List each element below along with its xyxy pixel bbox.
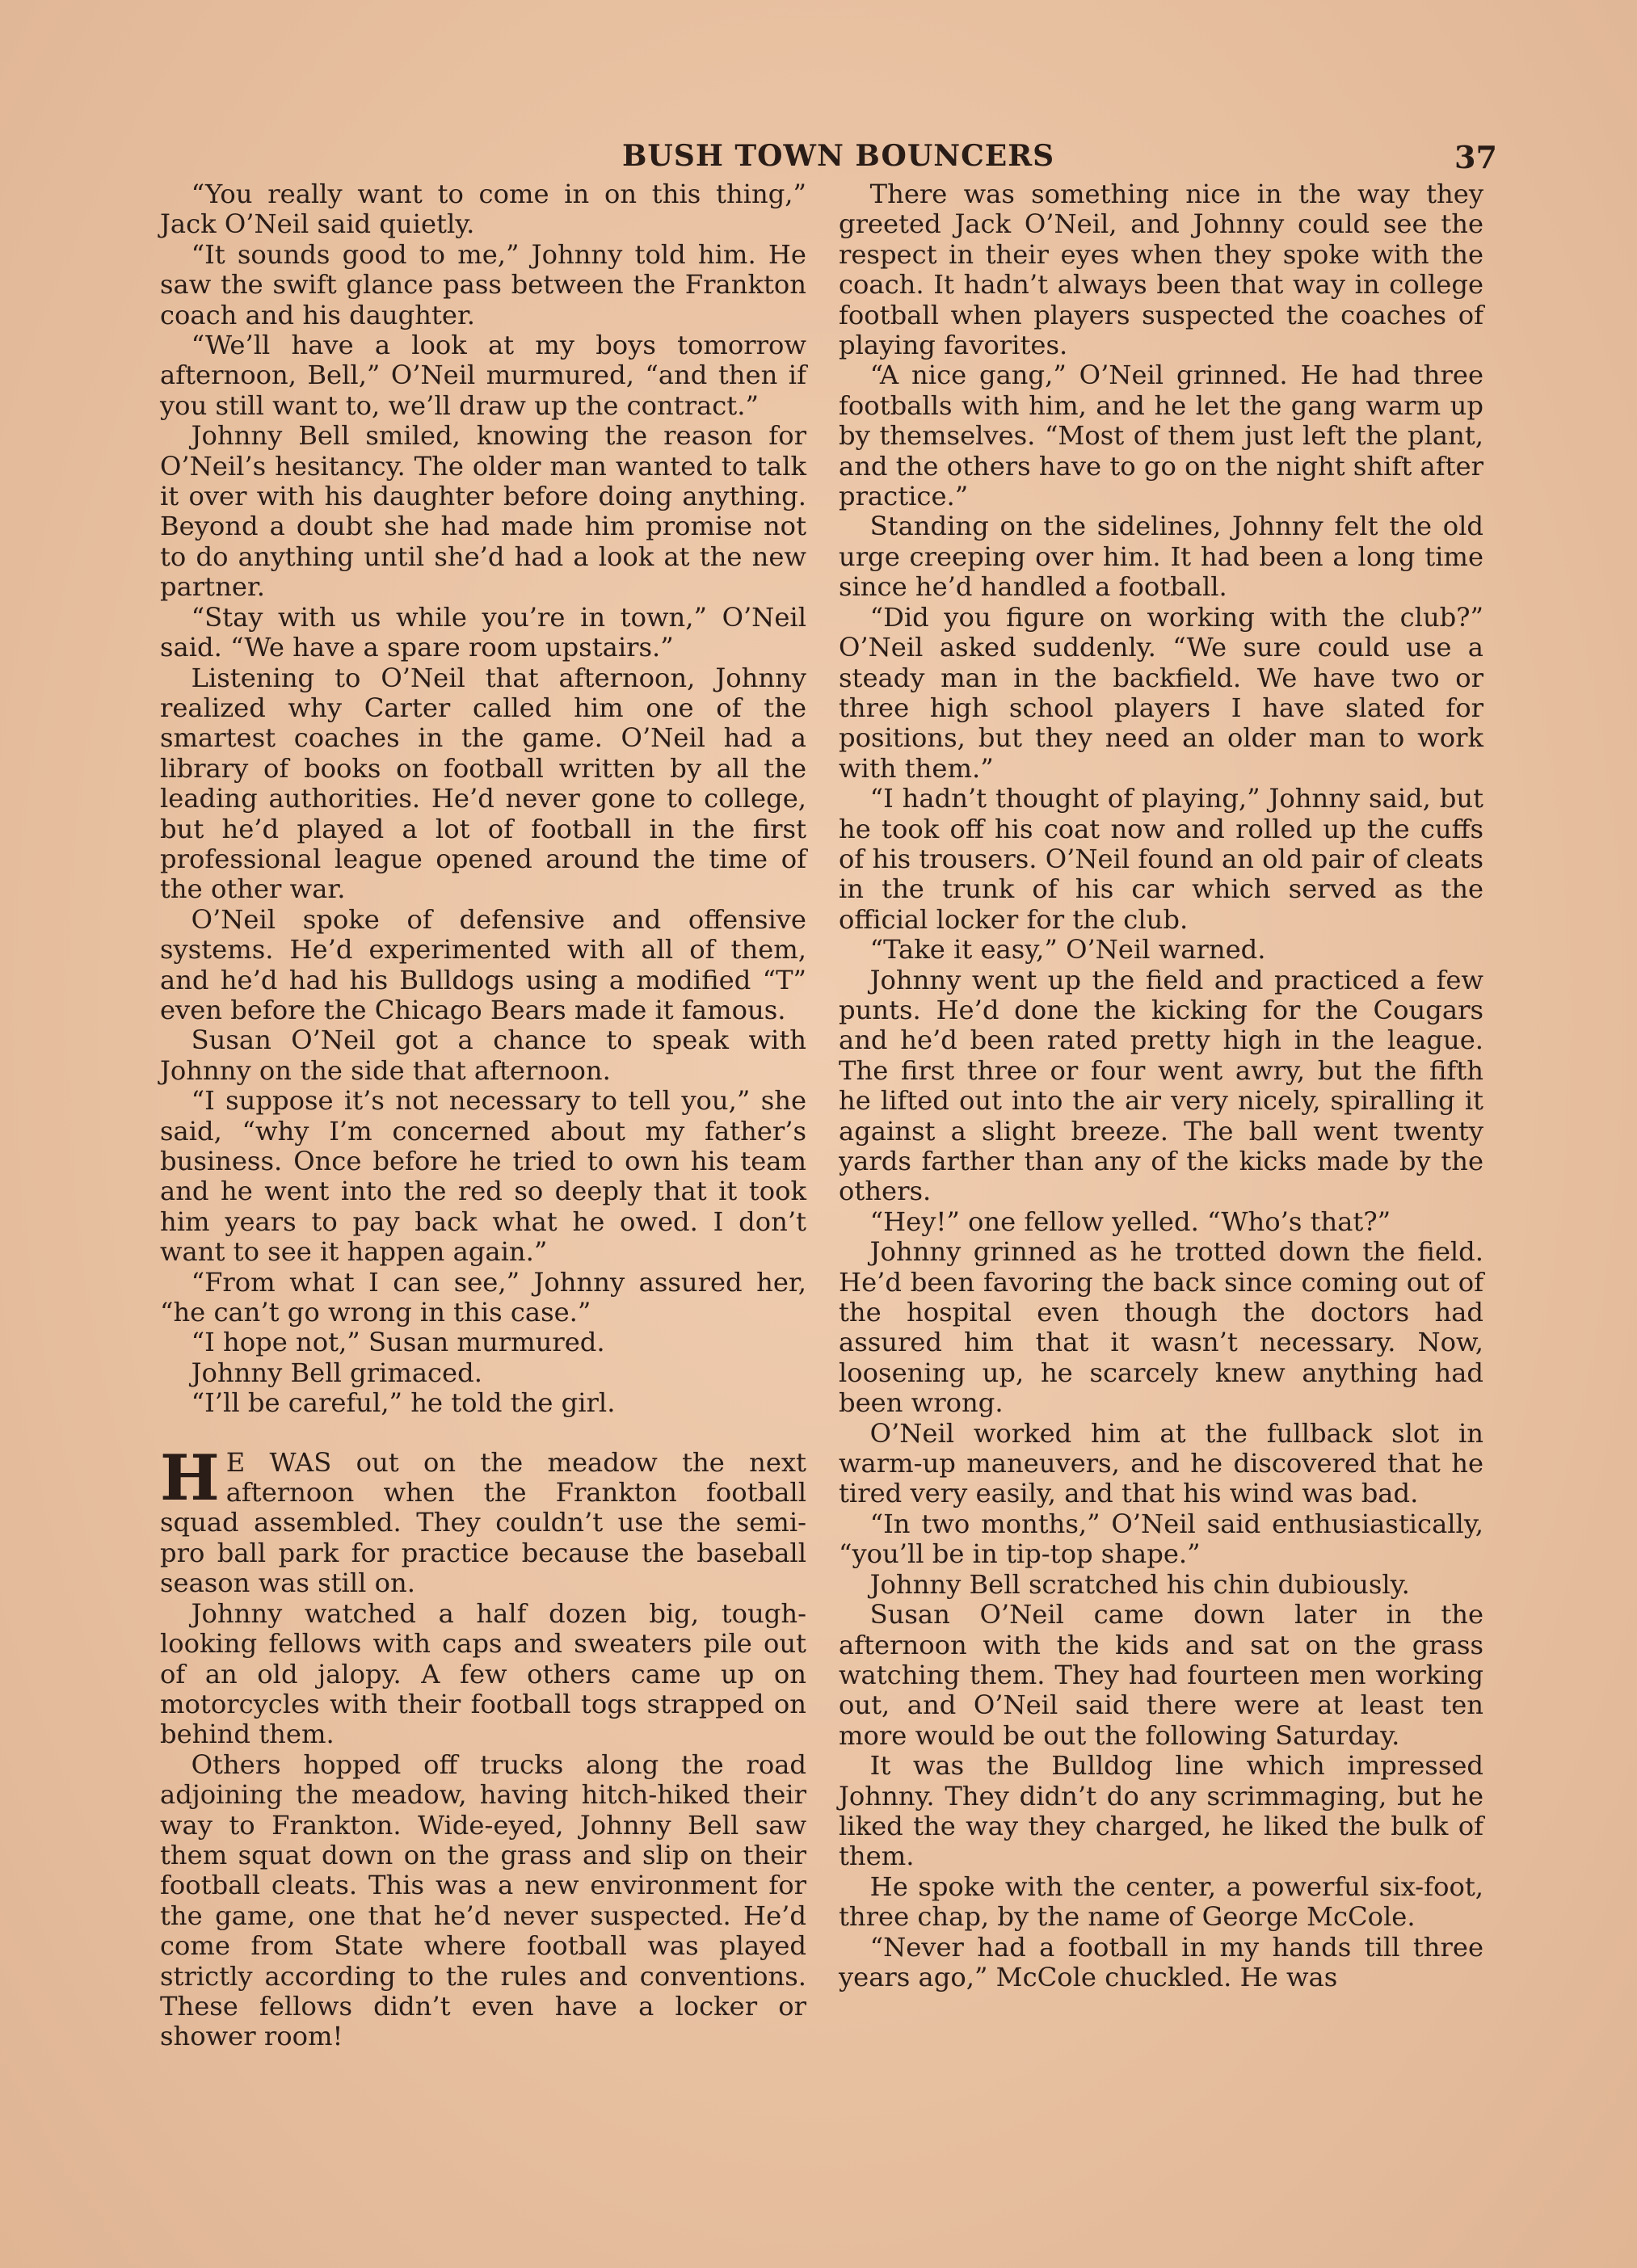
running-title: BUSH TOWN BOUNCERS [622,139,1055,173]
paragraph: Johnny went up the field and practiced a few punts. He’d done the kicking for the Cougars and he’d been rated pretty high in the league. The first three or four went awry, but the fifth he lifted out into the air very nicely, spiralling it against a slight breeze. The ball went twenty yards farther than any of the kicks made by the others. [839,964,1483,1207]
paragraph: “Never had a football in my hands till three years ago,” McCole chuckled. He was [839,1931,1483,1992]
drop-cap: H [160,1441,220,1515]
dropcap-paragraph [160,1441,806,1599]
paragraph: Others hopped off trucks along the road adjoining the meadow, having hitch-hiked their way to Frankton. Wide-eyed, Johnny Bell saw them squat down on the grass and slip on their football cleats. This was a new environment for the game, one that he’d never suspected. He’d come from State where football was played strictly according to the rules and conventions. These fellows didn’t even have a locker or shower room! [160,1748,806,2052]
paragraph: O’Neil worked him at the fullback slot in warm-up maneuvers, and he discovered that he tired very easily, and that his wind was bad. [839,1417,1483,1509]
paragraph: “It sounds good to me,” Johnny told him. He saw the swift glance pass between the Frankton coach and his daughter. [160,238,806,330]
paragraph: Susan O’Neil got a chance to speak with Johnny on the side that afternoon. [160,1025,806,1086]
paragraph: “Hey!” one fellow yelled. “Who’s that?” [869,1206,1391,1237]
paragraph: Susan O’Neil came down later in the afternoon with the kids and sat on the grass watching them. They had fourteen men working out, and O’Neil said there were at least ten more would be out the following Saturday. [839,1599,1483,1751]
paragraph: “You really want to come in on this thing,” Jack O’Neil said quietly. [160,179,806,240]
paragraph: “I suppose it’s not necessary to tell you,” she said, “why I’m concerned about my father’s business. Once before he tried to own his team and he went into the red so deeply that it took him years to pay back what he owed. I don’t want to see it happen again.” [160,1085,806,1268]
paragraph: “Take it easy,” O’Neil warned. [869,934,1266,966]
paragraph: “A nice gang,” O’Neil grinned. He had three footballs with him, and he let the gang warm up by themselves. “Most of them just left the plant, and the others have to go on the night shift after practice.” [839,360,1483,512]
dropcap-paragraph-text: E WAS out on the meadow the next afternoon when the Frankton football squad assembled. They couldn’t use the semi-pro ball park for practice because the baseball season was still on. [160,1446,806,1599]
paragraph: There was something nice in the way they greeted Jack O’Neil, and Johnny could see the respect in their eyes when they spoke with the coach. It hadn’t always been that way in college football when players suspected the coaches of playing favorites. [839,179,1483,361]
paragraph: Johnny Bell scratched his chin dubiously. [869,1568,1410,1600]
paragraph: “We’ll have a look at my boys tomorrow afternoon, Bell,” O’Neil murmured, “and then if you still want to, we’ll draw up the contract.” [160,330,806,421]
section-break [160,1419,806,1448]
right-column [839,179,1483,1992]
page-number: 37 [1454,139,1497,175]
paragraph: “I’ll be careful,” he told the girl. [191,1387,616,1419]
paragraph: O’Neil spoke of defensive and offensive systems. He’d experimented with all of them, and he’d had his Bulldogs using a modified “T” even before the Chicago Bears made it famous. [160,903,806,1025]
paragraph: “Did you figure on working with the club?” O’Neil asked suddenly. “We sure could use a steady man in the backfield. We have two or three high school players I have slated for positions, but they need an older man to work with them.” [839,601,1483,784]
left-column [160,179,806,2052]
paragraph: Standing on the sidelines, Johnny felt the old urge creeping over him. It had been a long time since he’d handled a football. [839,511,1483,603]
paragraph: “I hadn’t thought of playing,” Johnny said, but he took off his coat now and rolled up the cuffs of his trousers. O’Neil found an old pair of cleats in the trunk of his car which served as the official locker for the club. [839,783,1483,935]
paragraph: “I hope not,” Susan murmured. [191,1327,605,1358]
paragraph: “Stay with us while you’re in town,” O’Neil said. “We have a spare room upstairs.” [160,601,806,663]
paragraph: Johnny Bell smiled, knowing the reason for O’Neil’s hesitancy. The older man wanted to talk it over with his daughter before doing anything. Beyond a doubt she had made him promise not to do anything until she’d had a look at the new partner. [160,420,806,603]
running-header [0,139,1637,179]
paragraph: Johnny Bell grimaced. [191,1357,482,1388]
paragraph: Johnny watched a half dozen big, tough-looking fellows with caps and sweaters pile out of an old jalopy. A few others came up on motorcycles with their football togs strapped on behind them. [160,1597,806,1750]
paragraph: It was the Bulldog line which impressed Johnny. They didn’t do any scrimmaging, but he liked the way they charged, he liked the bulk of them. [839,1750,1483,1872]
paragraph: He spoke with the center, a powerful six-foot, three chap, by the name of George McCole. [839,1870,1483,1933]
paragraph: “In two months,” O’Neil said enthusiastically, “you’ll be in tip-top shape.” [839,1508,1483,1570]
paragraph: “From what I can see,” Johnny assured her, “he can’t go wrong in this case.” [160,1266,806,1328]
paragraph: Johnny grinned as he trotted down the field. He’d been favoring the back since coming out of the hospital even though the doctors had assured him that it wasn’t necessary. Now, loosening up, he scarcely knew anything had been wrong. [839,1236,1483,1419]
paragraph: Listening to O’Neil that afternoon, Johnny realized why Carter called him one of the smartest coaches in the game. O’Neil had a library of books on football written by all the leading authorities. He’d never gone to college, but he’d played a lot of football in the first professional league opened around the time of the other war. [160,662,806,905]
